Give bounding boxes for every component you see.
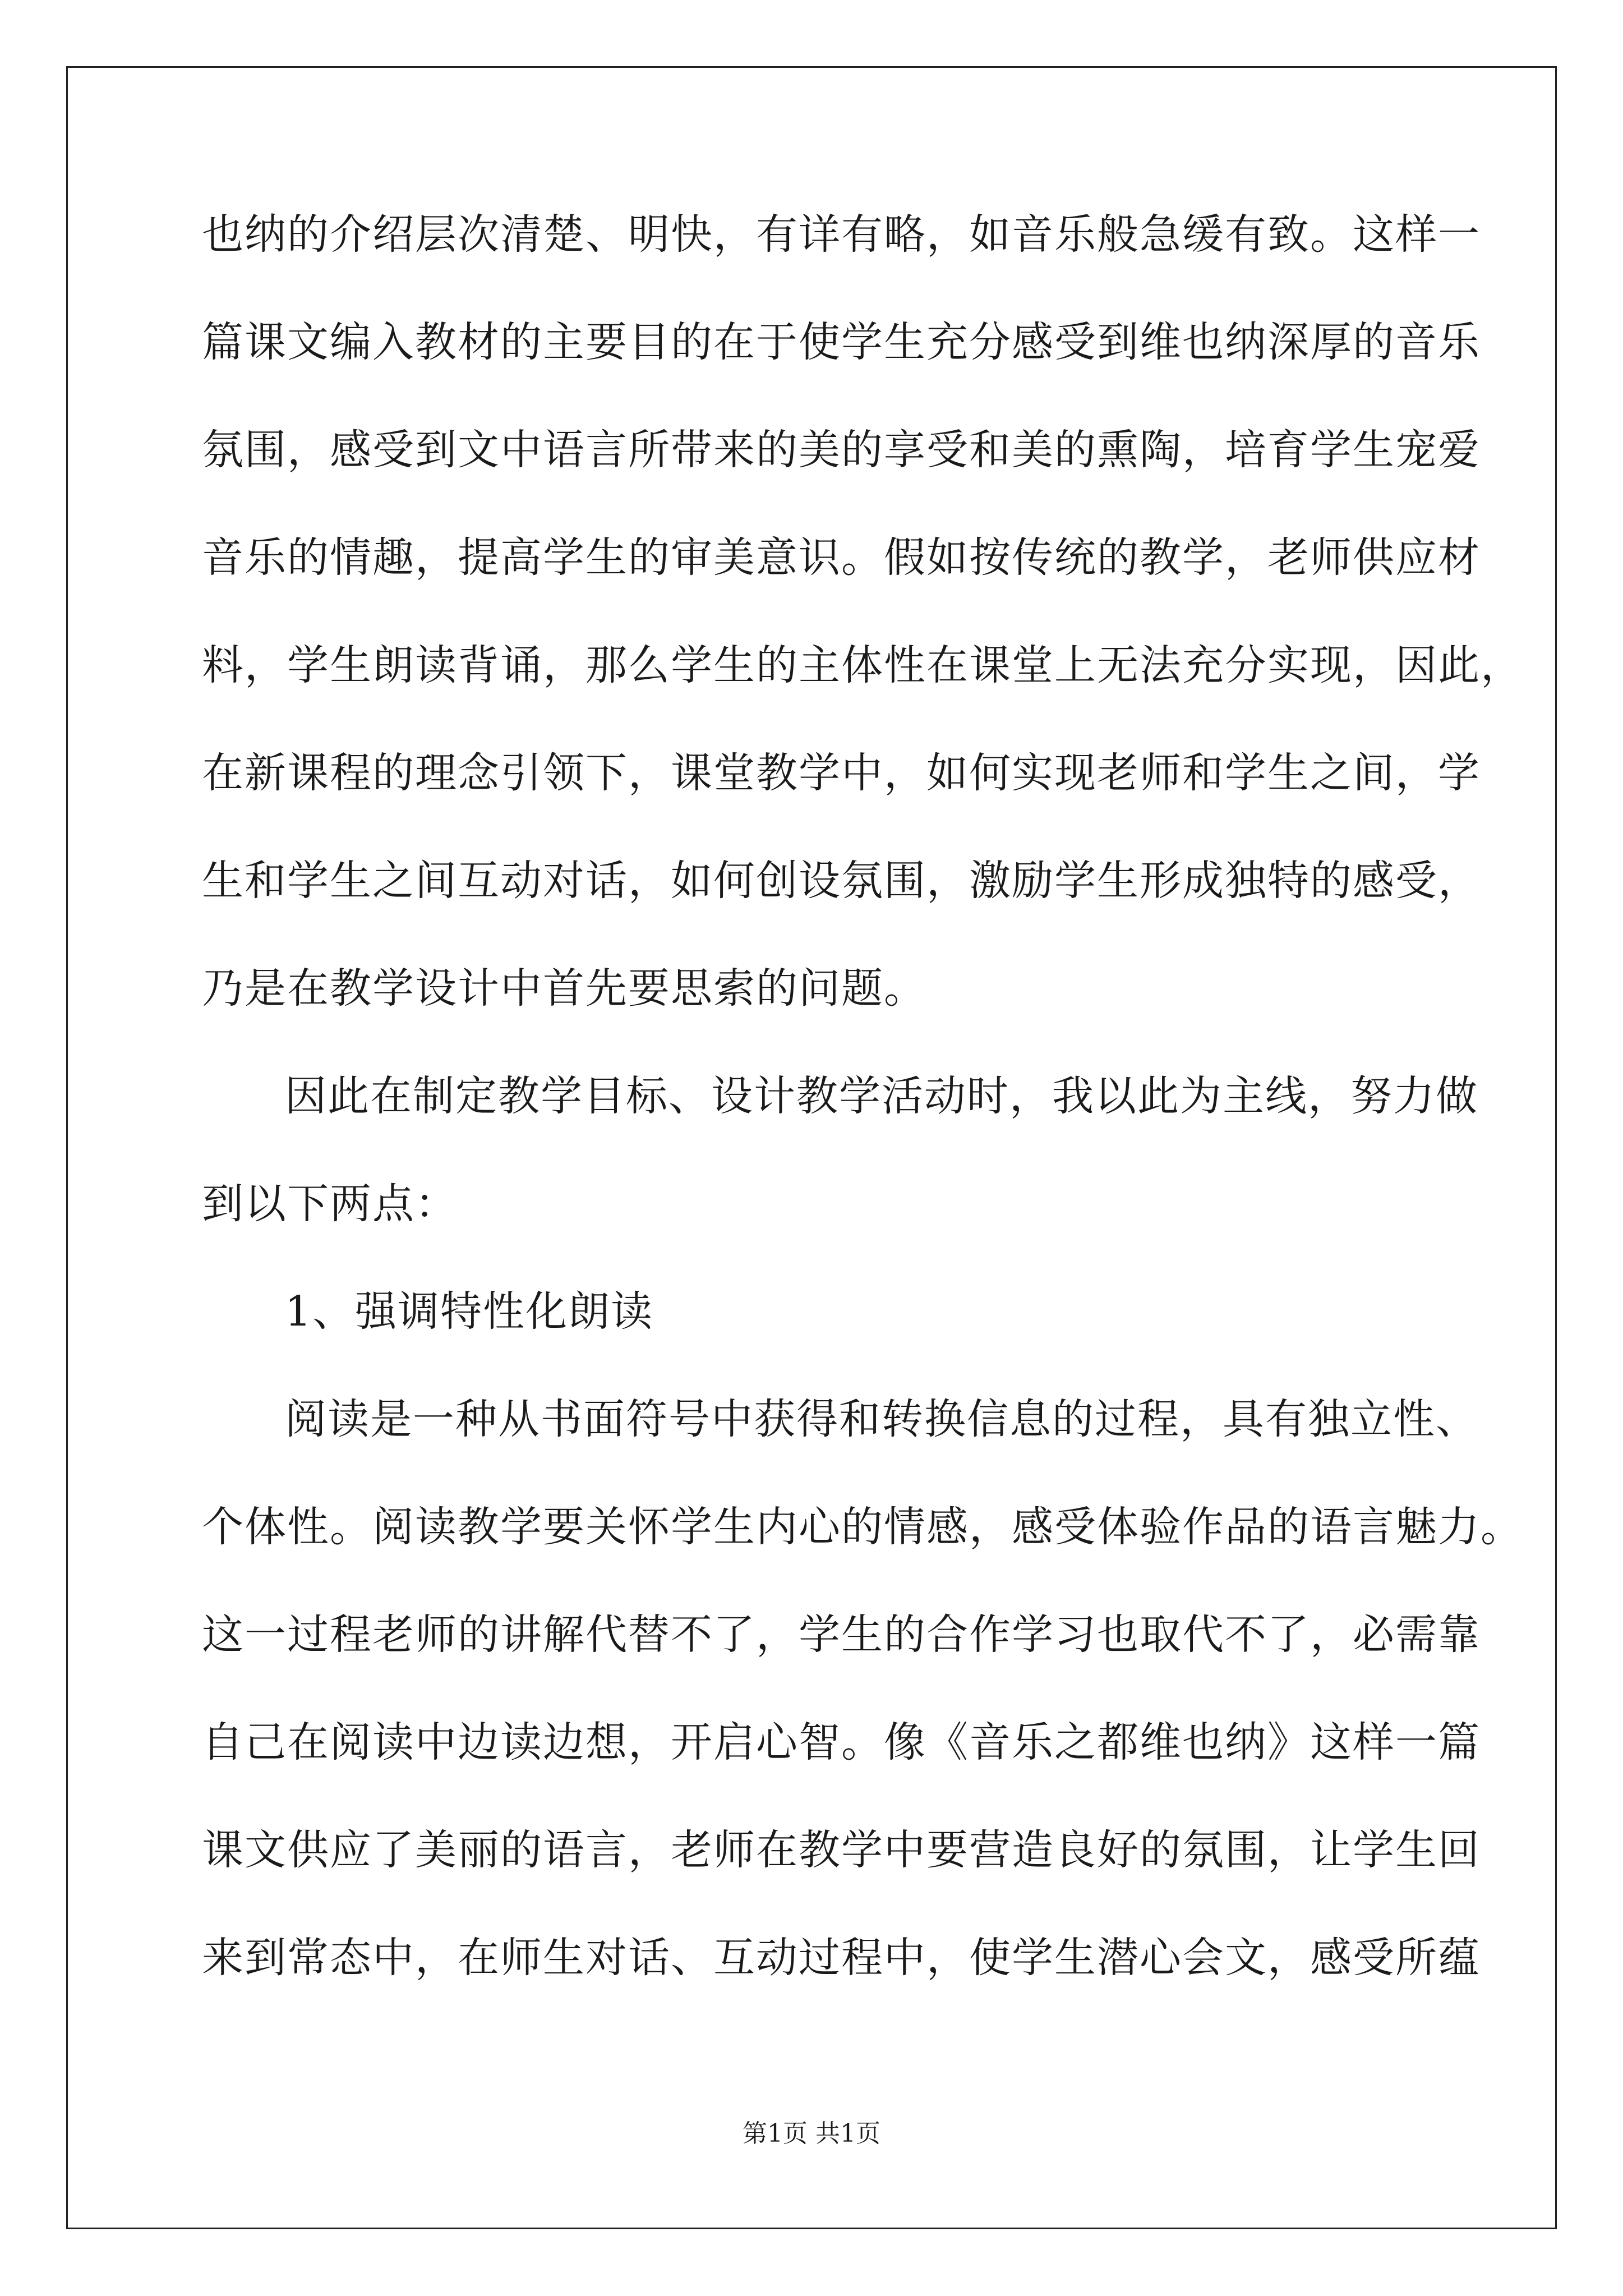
page-footer: 第1页 共1页	[743, 2119, 880, 2148]
text-line: 来到常态中，在师生对话、互动过程中，使学生潜心会文，感受所蕴	[202, 1934, 1481, 1982]
page-border	[66, 66, 1557, 2229]
text-line: 生和学生之间互动对话，如何创设氛围，激励学生形成独特的感受，	[202, 857, 1481, 905]
text-line: 这一过程老师的讲解代替不了，学生的合作学习也取代不了，必需靠	[202, 1611, 1481, 1659]
text-line: 乃是在教学设计中首先要思索的问题。	[202, 964, 926, 1013]
text-line: 氛围，感受到文中语言所带来的美的享受和美的熏陶，培育学生宠爱	[202, 426, 1481, 474]
paragraph-first-line: 因此在制定教学目标、设计教学活动时，我以此为主线，努力做	[285, 1072, 1478, 1120]
text-line: 在新课程的理念引领下，课堂教学中，如何实现老师和学生之间，学	[202, 749, 1481, 797]
text-line: 自己在阅读中边读边想，开启心智。像《音乐之都维也纳》这样一篇	[202, 1718, 1481, 1766]
text-line: 音乐的情趣，提高学生的审美意识。假如按传统的教学，老师供应材	[202, 533, 1481, 582]
text-line: 篇课文编入教材的主要目的在于使学生充分感受到维也纳深厚的音乐	[202, 318, 1481, 366]
paragraph-first-line: 阅读是一种从书面符号中获得和转换信息的过程，具有独立性、	[285, 1395, 1478, 1443]
text-line: 料，学生朗读背诵，那么学生的主体性在课堂上无法充分实现，因此，	[202, 641, 1523, 689]
text-line: 也纳的介绍层次清楚、明快，有详有略，如音乐般急缓有致。这样一	[202, 210, 1481, 259]
section-heading: 1、强调特性化朗读	[285, 1287, 654, 1336]
text-line: 课文供应了美丽的语言，老师在教学中要营造良好的氛围，让学生回	[202, 1826, 1481, 1874]
text-line: 个体性。阅读教学要关怀学生内心的情感，感受体验作品的语言魅力。	[202, 1503, 1523, 1551]
text-line: 到以下两点：	[202, 1180, 458, 1228]
